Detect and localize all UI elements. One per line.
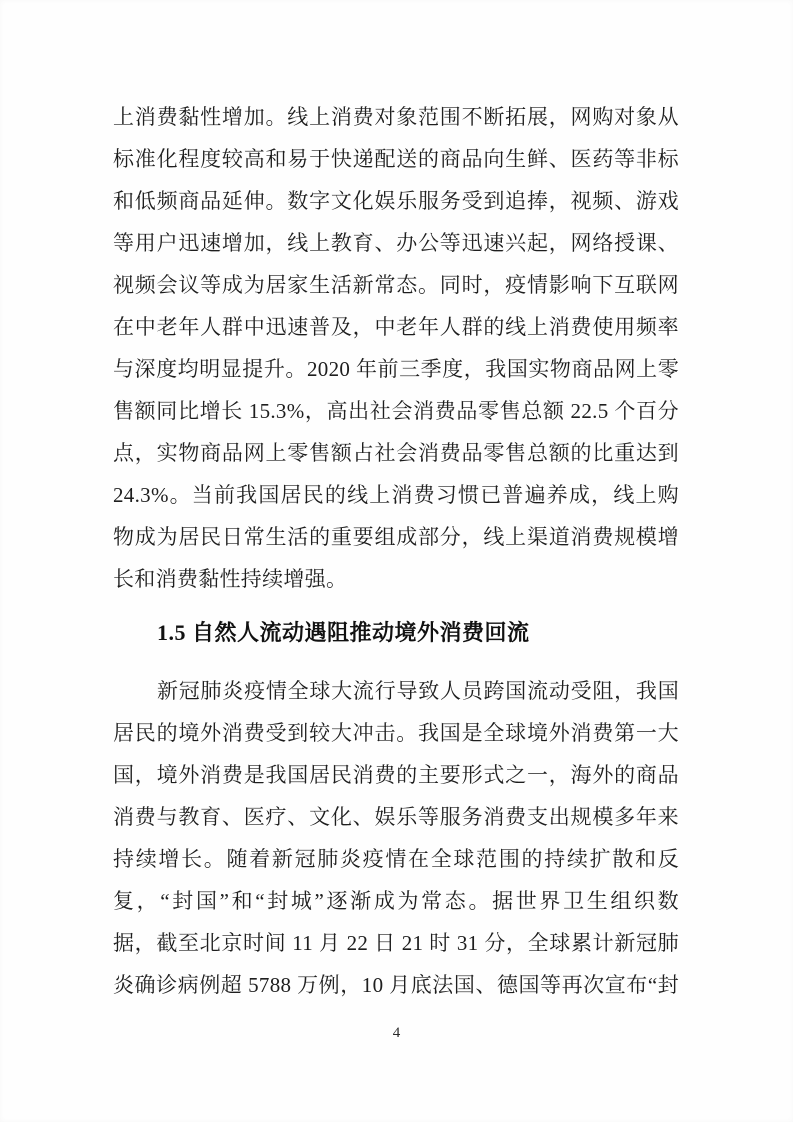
text-line: 物成为居民日常生活的重要组成部分，线上渠道消费规模增 [113,525,679,549]
text-line: 和低频商品延伸。数字文化娱乐服务受到追捧，视频、游戏 [113,189,679,213]
text-line: 消费与教育、医疗、文化、娱乐等服务消费支出规模多年来 [113,805,679,829]
text-line: 据，截至北京时间 11 月 22 日 21 时 31 分，全球累计新冠肺 [113,931,679,955]
text-line: 标准化程度较高和易于快递配送的商品向生鲜、医药等非标 [113,147,679,171]
text-line: 24.3%。当前我国居民的线上消费习惯已普遍养成，线上购 [113,483,679,507]
page-content [113,96,679,1006]
section-heading-1-5: 1.5 自然人流动遇阻推动境外消费回流 [157,620,530,645]
text-line: 在中老年人群中迅速普及，中老年人群的线上消费使用频率 [113,315,679,339]
text-line: 上消费黏性增加。线上消费对象范围不断拓展，网购对象从 [113,105,679,129]
text-line: 持续增长。随着新冠肺炎疫情在全球范围的持续扩散和反 [113,847,679,871]
text-line: 炎确诊病例超 5788 万例，10 月底法国、德国等再次宣布“封 [113,973,679,997]
text-line: 长和消费黏性持续增强。 [113,567,348,591]
text-line: 等用户迅速增加，线上教育、办公等迅速兴起，网络授课、 [113,231,679,255]
text-line: 售额同比增长 15.3%，高出社会消费品零售总额 22.5 个百分 [113,399,679,423]
paragraph-online-consumption [113,96,679,600]
text-line: 视频会议等成为居家生活新常态。同时，疫情影响下互联网 [113,273,679,297]
text-line: 与深度均明显提升。2020 年前三季度，我国实物商品网上零 [113,357,679,381]
text-line: 复，“封国”和“封城”逐渐成为常态。据世界卫生组织数 [113,889,679,913]
text-line: 点，实物商品网上零售额占社会消费品零售总额的比重达到 [113,441,679,465]
text-line: 居民的境外消费受到较大冲击。我国是全球境外消费第一大 [113,721,679,745]
text-line: 新冠肺炎疫情全球大流行导致人员跨国流动受阻，我国 [157,679,679,703]
page-number: 4 [392,1025,401,1041]
text-line: 国，境外消费是我国居民消费的主要形式之一，海外的商品 [113,763,679,787]
paragraph-overseas-consumption [113,670,679,1006]
